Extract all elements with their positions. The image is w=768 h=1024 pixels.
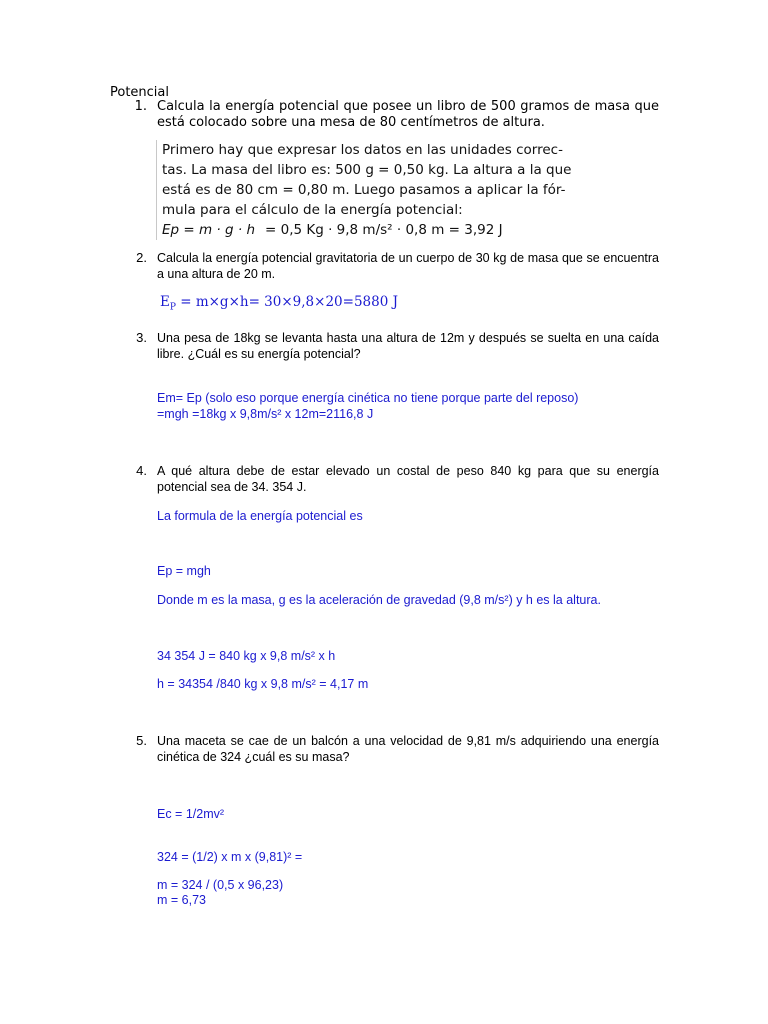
question-4-answer-line: Donde m es la masa, g es la aceleración de gravedad (9,8 m/s²) y h es la altura. — [157, 593, 601, 607]
question-1-text: Calcula la energía potencial que posee un libro de 500 gramos de masa que está colocado sobre una mesa de 80 centímetros de altura. — [157, 99, 659, 130]
question-2-answer — [160, 294, 398, 313]
question-5-answer-line: 324 = (1/2) x m x (9,81)² = — [157, 850, 303, 864]
solution-image-line: Primero hay que expresar los datos en las unidades correc- — [162, 142, 563, 158]
solution-image-formula-left: Ep = m · g · h — [162, 222, 256, 238]
question-4-answer-line: Ep = mgh — [157, 564, 211, 578]
solution-image-line: tas. La masa del libro es: 500 g = 0,50 kg. La altura a la que — [162, 162, 572, 178]
question-1-number: 1. — [134, 99, 147, 114]
solution-image-line: está es de 80 cm = 0,80 m. Luego pasamos a aplicar la fór- — [162, 182, 566, 198]
question-4-number: 4. — [136, 463, 147, 478]
question-3-number: 3. — [136, 330, 147, 345]
solution-image-line: mula para el cálculo de la energía potencial: — [162, 202, 463, 218]
answer-formula: = m×g×h= 30×9,8×20=5880 J — [175, 294, 398, 310]
answer-energy-symbol: E — [160, 294, 170, 310]
question-5-answer-line: m = 324 / (0,5 x 96,23) — [157, 878, 284, 892]
question-5-answer-line: m = 6,73 — [157, 893, 206, 907]
question-5-number: 5. — [136, 733, 147, 748]
question-3-answer-line: Em= Ep (solo eso porque energía cinética no tiene porque parte del reposo) — [157, 391, 579, 405]
question-5-text: Una maceta se cae de un balcón a una velocidad de 9,81 m/s adquiriendo una energía cinética de 324 ¿cuál es su masa? — [157, 734, 659, 764]
question-4-answer-line: La formula de la energía potencial es — [157, 509, 363, 523]
question-3-text: Una pesa de 18kg se levanta hasta una altura de 12m y después se suelta en una caída libre. ¿Cuál es su energía potencial? — [157, 331, 659, 361]
answer-energy-subscript: P — [169, 302, 176, 313]
question-4-text: A qué altura debe de estar elevado un costal de peso 840 kg para que su energía potencial sea de 34. 354 J. — [157, 464, 659, 494]
solution-image-formula-right: = 0,5 Kg · 9,8 m/s² · 0,8 m = 3,92 J — [265, 222, 503, 238]
question-4-answer-line: h = 34354 /840 kg x 9,8 m/s² = 4,17 m — [157, 677, 369, 691]
question-5-answer-line: Ec = 1/2mv² — [157, 807, 225, 821]
question-3-answer-line: =mgh =18kg x 9,8m/s² x 12m=2116,8 J — [157, 407, 374, 421]
question-4-answer-line: 34 354 J = 840 kg x 9,8 m/s² x h — [157, 649, 336, 663]
question-2-number: 2. — [136, 250, 147, 265]
question-1-solution-image — [156, 140, 572, 240]
page-title: Potencial — [110, 85, 170, 100]
question-2-text: Calcula la energía potencial gravitatoria de un cuerpo de 30 kg de masa que se encuentra a una altura de 20 m. — [157, 251, 659, 281]
